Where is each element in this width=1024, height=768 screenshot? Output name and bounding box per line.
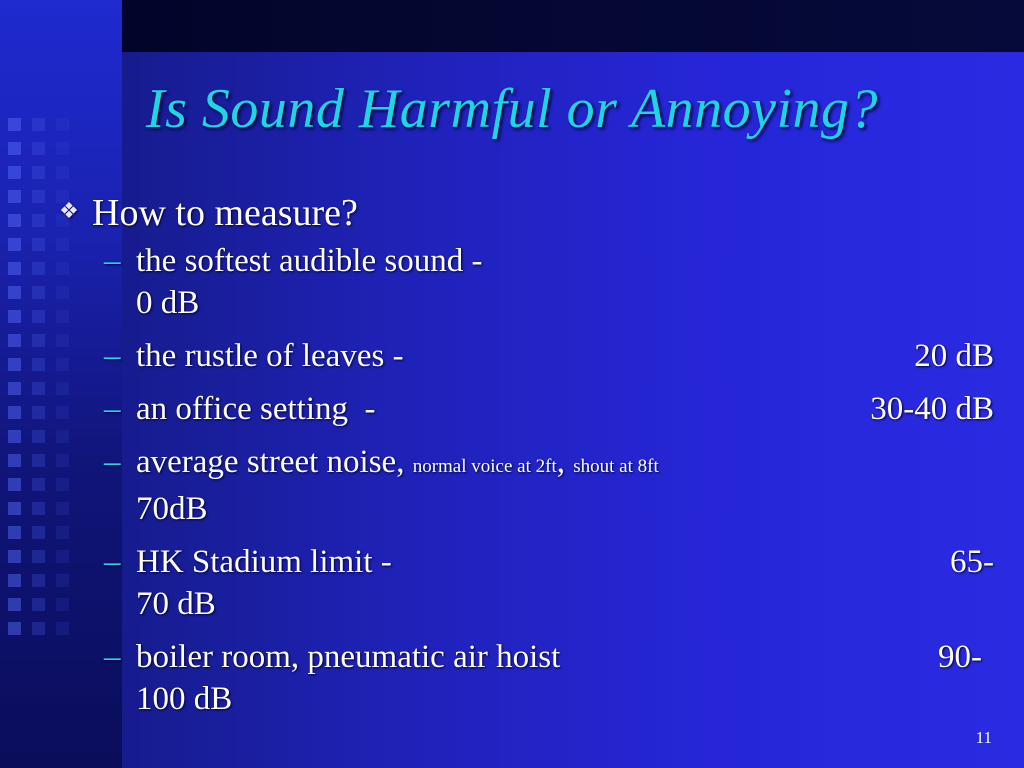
- list-item-hk-stadium: [104, 541, 994, 625]
- item-value-continued: 100 dB: [136, 681, 233, 717]
- dash-marker: –: [104, 544, 121, 580]
- item-text: HK Stadium limit -: [136, 544, 392, 580]
- list-item-street-noise: [104, 441, 994, 530]
- list-item-softest-sound: [104, 240, 994, 324]
- item-text: the softest audible sound -: [136, 243, 483, 279]
- slide-content: [56, 188, 996, 731]
- dash-marker: –: [104, 391, 121, 427]
- page-number: 11: [975, 728, 992, 747]
- dash-marker: –: [104, 639, 121, 675]
- dash-marker: –: [104, 243, 121, 279]
- item-text: an office setting -: [136, 391, 376, 427]
- item-row: [136, 636, 982, 678]
- item-value: 0 dB: [136, 285, 200, 321]
- item-separator: ,: [556, 444, 574, 480]
- sub-bullet-list: [104, 240, 994, 720]
- item-value: 65-: [950, 544, 994, 580]
- item-row: [136, 541, 994, 583]
- item-line: [136, 441, 994, 488]
- item-value-continued: 70 dB: [136, 586, 216, 622]
- item-note-shout: shout at 8ft: [573, 456, 659, 477]
- list-item-boiler-room: [104, 636, 994, 720]
- diamond-bullet-icon: ❖: [59, 198, 79, 223]
- dash-marker: –: [104, 444, 121, 480]
- slide-title: Is Sound Harmful or Annoying?: [145, 78, 879, 140]
- item-row: [136, 335, 994, 377]
- item-value: 30-40 dB: [870, 391, 994, 427]
- item-value: 90-: [938, 639, 982, 675]
- item-note-normal-voice: normal voice at 2ft: [412, 456, 557, 477]
- dash-marker: –: [104, 338, 121, 374]
- item-value: 70dB: [136, 491, 208, 527]
- top-dark-band: [122, 0, 1024, 52]
- item-text: average street noise,: [136, 444, 413, 480]
- item-text: boiler room, pneumatic air hoist: [136, 639, 561, 675]
- list-item-office-setting: [104, 388, 994, 430]
- decorative-squares-column-2: [32, 118, 45, 635]
- item-value: 20 dB: [914, 338, 994, 374]
- item-text: the rustle of leaves -: [136, 338, 404, 374]
- list-item-rustle-of-leaves: [104, 335, 994, 377]
- decorative-squares-column-1: [8, 118, 21, 635]
- main-bullet-text: How to measure?: [92, 192, 358, 234]
- item-row: [136, 388, 994, 430]
- main-bullet: [56, 188, 996, 238]
